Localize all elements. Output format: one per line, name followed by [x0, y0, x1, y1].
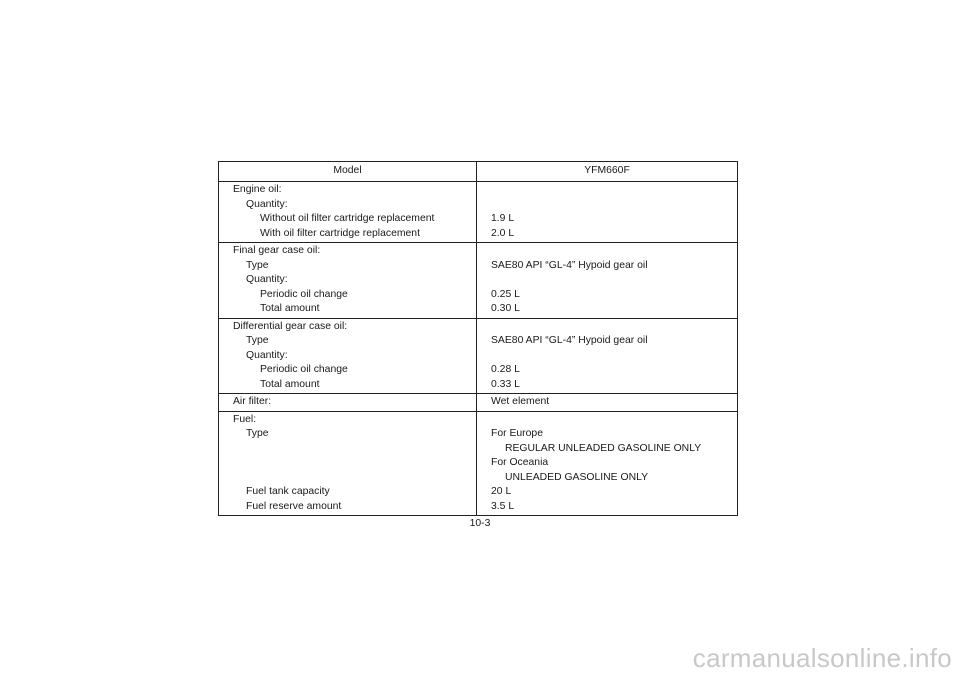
- spec-label: [219, 456, 476, 471]
- spec-label-cell: [219, 243, 477, 318]
- spec-value: 20 L: [491, 486, 512, 497]
- spec-label: Type: [246, 428, 269, 439]
- spec-label: Fuel tank capacity: [246, 486, 330, 497]
- spec-value: [477, 320, 737, 335]
- spec-label: [219, 442, 476, 457]
- spec-value-cell: [477, 243, 737, 318]
- spec-label: Total amount: [260, 303, 320, 314]
- spec-label-cell: [219, 394, 477, 411]
- spec-label: Fuel:: [233, 413, 257, 425]
- page-number: 10-3: [469, 518, 491, 529]
- spec-value: SAE80 API “GL-4” Hypoid gear oil: [491, 259, 648, 271]
- table-body: [219, 182, 737, 515]
- spec-value: [477, 413, 737, 428]
- spec-value: SAE80 API “GL-4” Hypoid gear oil: [491, 335, 648, 346]
- spec-label-cell: [219, 182, 477, 242]
- spec-value-cell: [477, 319, 737, 394]
- spec-value: REGULAR UNLEADED GASOLINE ONLY: [505, 442, 702, 454]
- spec-value: UNLEADED GASOLINE ONLY: [505, 471, 649, 483]
- spec-value: [477, 273, 737, 288]
- spec-label: Type: [246, 335, 269, 346]
- table-header-row: [219, 162, 737, 182]
- spec-label: Without oil filter cartridge replacement: [260, 213, 435, 224]
- spec-label: Air filter:: [233, 396, 272, 407]
- table-section: [219, 182, 737, 243]
- spec-label: Differential gear case oil:: [233, 320, 348, 332]
- spec-value-cell: [477, 412, 737, 516]
- spec-value: Wet element: [491, 396, 550, 407]
- header-model-value: YFM660F: [584, 165, 630, 177]
- spec-value: 0.25 L: [491, 288, 520, 300]
- spec-value: [477, 244, 737, 259]
- spec-label: Total amount: [260, 378, 320, 390]
- spec-label-cell: [219, 319, 477, 394]
- spec-value-cell: [477, 394, 737, 411]
- spec-label: [219, 471, 476, 486]
- spec-label-cell: [219, 412, 477, 516]
- spec-value: [477, 198, 737, 213]
- spec-value: 0.33 L: [491, 378, 520, 390]
- spec-label: Engine oil:: [233, 184, 282, 195]
- spec-value-cell: [477, 182, 737, 242]
- spec-label: Periodic oil change: [260, 364, 348, 375]
- spec-label: Periodic oil change: [260, 288, 348, 300]
- spec-value: [477, 183, 737, 198]
- spec-table: [218, 161, 738, 516]
- table-section: [219, 412, 737, 516]
- spec-label: Type: [246, 259, 269, 271]
- spec-value: 3.5 L: [491, 500, 515, 512]
- header-model-label: Model: [219, 162, 477, 181]
- spec-value: 2.0 L: [491, 227, 515, 239]
- spec-label: Fuel reserve amount: [246, 500, 342, 512]
- spec-value: 0.28 L: [491, 364, 520, 375]
- spec-value: [477, 349, 737, 364]
- watermark-text: carmanualsonline.info: [692, 643, 952, 673]
- spec-label: With oil filter cartridge replacement: [260, 227, 420, 239]
- table-section: [219, 319, 737, 395]
- spec-label: Quantity:: [246, 274, 288, 285]
- spec-label: Quantity:: [246, 198, 288, 210]
- spec-label: Quantity:: [246, 349, 288, 361]
- spec-label: Final gear case oil:: [233, 245, 321, 256]
- spec-value: 0.30 L: [491, 303, 520, 314]
- table-section: [219, 243, 737, 319]
- spec-value: 1.9 L: [491, 213, 515, 224]
- spec-value: For Europe: [491, 428, 543, 439]
- spec-value: For Oceania: [491, 457, 549, 468]
- table-section: [219, 394, 737, 412]
